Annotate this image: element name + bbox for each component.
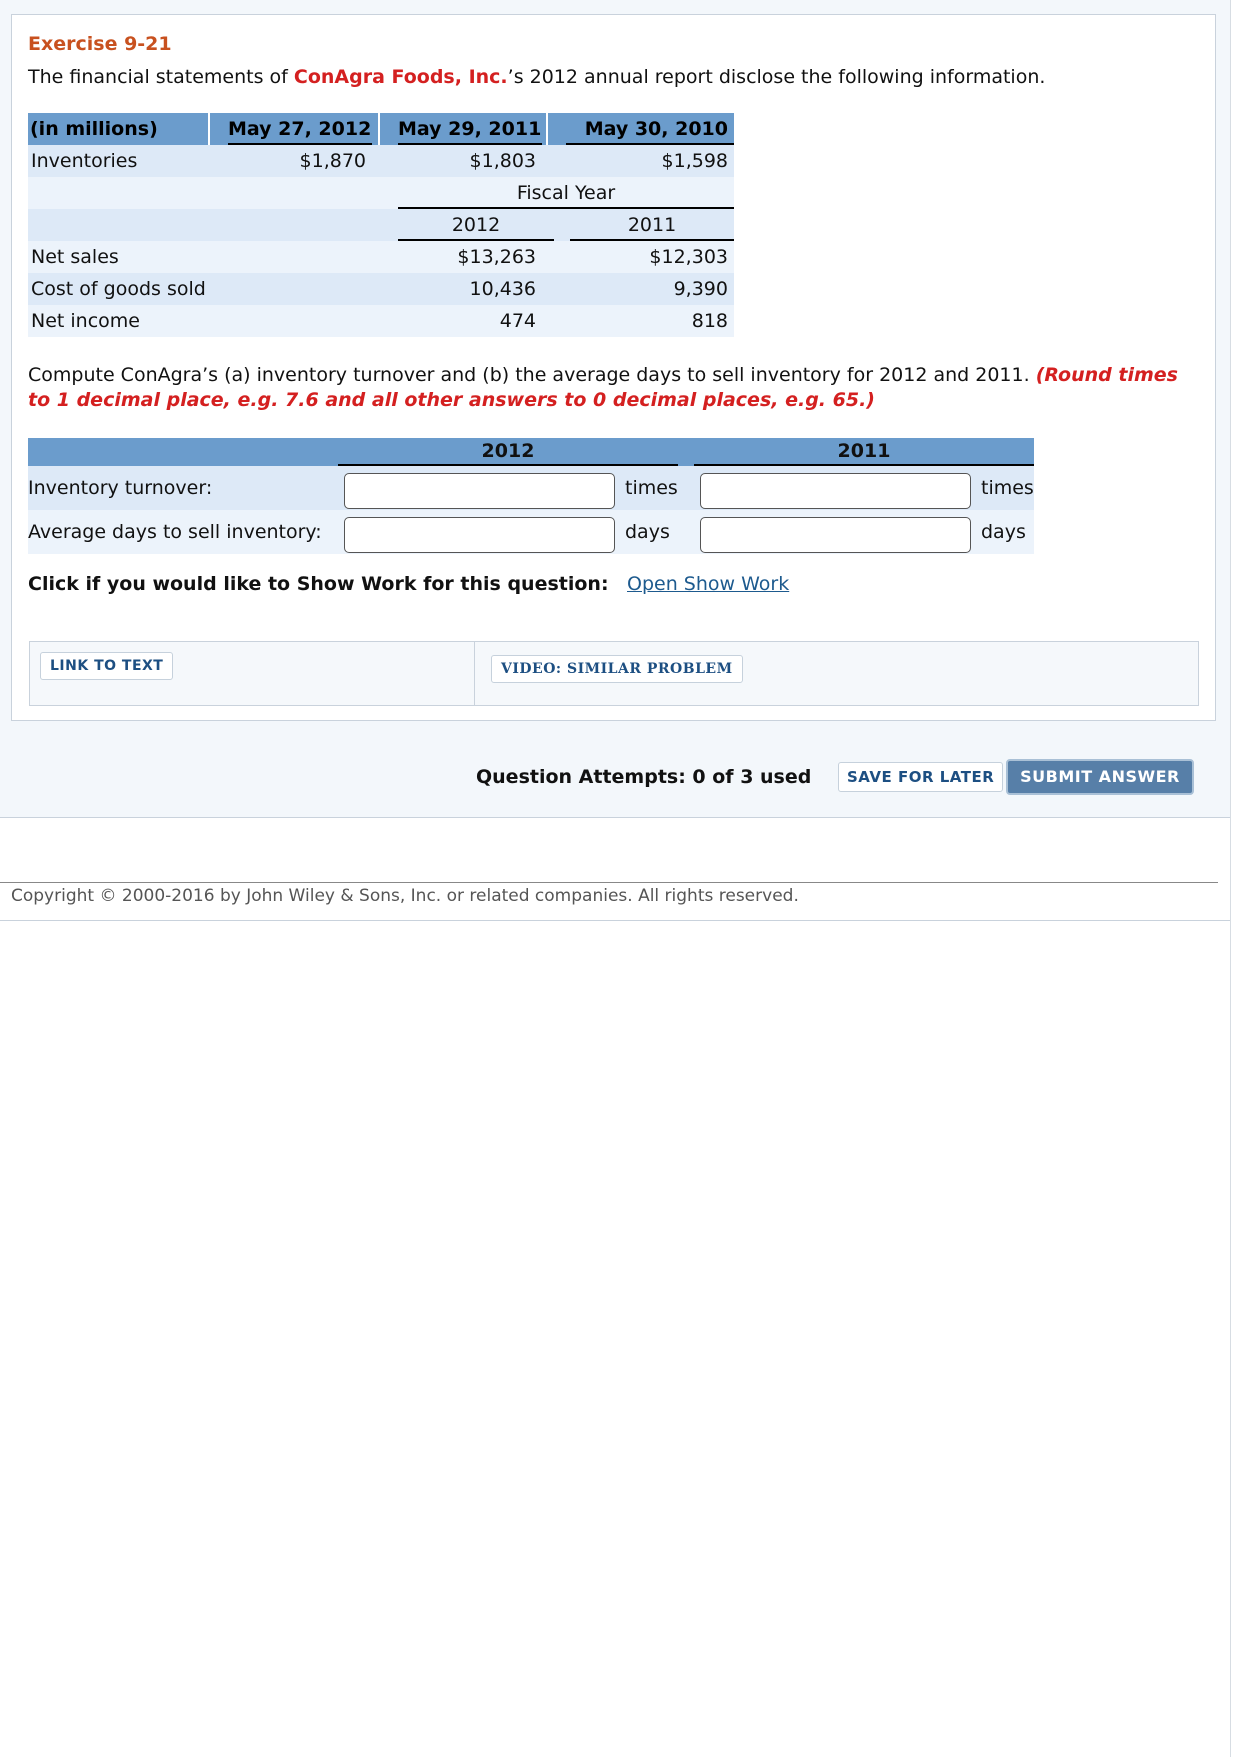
year-header: 2012 bbox=[338, 438, 678, 466]
row-label: Cost of goods sold bbox=[31, 278, 206, 300]
copyright: Copyright © 2000-2016 by John Wiley & Sons, Inc. or related companies. All rights reserved. bbox=[11, 886, 799, 906]
year-header: 2012 bbox=[398, 209, 554, 241]
intro-text-end: ’s 2012 annual report disclose the following information. bbox=[507, 66, 1046, 88]
date-header: May 27, 2012 bbox=[228, 113, 372, 145]
table-row bbox=[28, 273, 734, 305]
cell-value: $13,263 bbox=[457, 246, 536, 268]
table-row bbox=[28, 209, 734, 241]
resources-bar bbox=[29, 641, 1199, 706]
header-separator bbox=[208, 113, 210, 145]
question-attempts: Question Attempts: 0 of 3 used bbox=[476, 766, 812, 788]
unit-header: (in millions) bbox=[30, 118, 158, 140]
answer-table bbox=[28, 438, 1034, 554]
table-row bbox=[28, 305, 734, 337]
days-to-sell-2011-input[interactable] bbox=[700, 517, 971, 553]
cell-value: $1,598 bbox=[661, 150, 728, 172]
unit-label: days bbox=[981, 521, 1026, 543]
row-label: Net income bbox=[31, 310, 140, 332]
copyright-divider bbox=[0, 882, 1218, 883]
footer-divider bbox=[0, 920, 1230, 921]
financial-data-table bbox=[28, 113, 734, 337]
show-work-prompt: Click if you would like to Show Work for this question: bbox=[28, 573, 609, 595]
table-row bbox=[28, 241, 734, 273]
cell-value: 10,436 bbox=[469, 278, 536, 300]
cell-value: 818 bbox=[691, 310, 728, 332]
question-text bbox=[28, 363, 1198, 413]
resources-divider bbox=[474, 642, 475, 705]
header-separator bbox=[378, 113, 380, 145]
unit-label: times bbox=[625, 477, 678, 499]
date-header: May 29, 2011 bbox=[398, 113, 542, 145]
cell-value: 474 bbox=[499, 310, 536, 332]
year-header: 2011 bbox=[694, 438, 1034, 466]
intro-text-start: The financial statements of bbox=[28, 66, 294, 88]
cell-value: $1,803 bbox=[469, 150, 536, 172]
answer-row bbox=[28, 510, 1034, 554]
exercise-title: Exercise 9-21 bbox=[28, 33, 172, 55]
page-edge bbox=[1230, 0, 1231, 1757]
submit-answer-button[interactable]: SUBMIT ANSWER bbox=[1006, 759, 1194, 795]
table-row bbox=[28, 177, 734, 209]
row-label: Inventories bbox=[31, 150, 138, 172]
row-label: Net sales bbox=[31, 246, 119, 268]
link-to-text-button[interactable]: LINK TO TEXT bbox=[40, 652, 173, 680]
year-header: 2011 bbox=[570, 209, 734, 241]
date-header: May 30, 2010 bbox=[566, 113, 734, 145]
header-separator bbox=[546, 113, 548, 145]
cell-value: $12,303 bbox=[649, 246, 728, 268]
save-for-later-button[interactable]: SAVE FOR LATER bbox=[838, 762, 1003, 792]
answer-row bbox=[28, 466, 1034, 510]
unit-label: days bbox=[625, 521, 670, 543]
rounding-instruction: (Round times to 1 decimal place, e.g. 7.6 and all other answers to 0 decimal places, e.g. 65.) bbox=[28, 364, 1178, 411]
table-header-row bbox=[28, 113, 734, 145]
open-show-work-link[interactable]: Open Show Work bbox=[627, 573, 790, 595]
answer-header-row bbox=[28, 438, 1034, 466]
exercise-intro bbox=[28, 66, 1045, 88]
days-to-sell-2012-input[interactable] bbox=[344, 517, 615, 553]
unit-label: times bbox=[981, 477, 1034, 499]
inventory-turnover-2012-input[interactable] bbox=[344, 473, 615, 509]
company-name: ConAgra Foods, Inc. bbox=[293, 66, 508, 88]
answer-label: Average days to sell inventory: bbox=[28, 521, 322, 543]
answer-label: Inventory turnover: bbox=[28, 477, 213, 499]
inventory-turnover-2011-input[interactable] bbox=[700, 473, 971, 509]
video-similar-problem-button[interactable]: VIDEO: SIMILAR PROBLEM bbox=[491, 655, 743, 683]
cell-value: 9,390 bbox=[673, 278, 728, 300]
fiscal-year-header: Fiscal Year bbox=[398, 177, 734, 209]
cell-value: $1,870 bbox=[299, 150, 366, 172]
table-row bbox=[28, 145, 734, 177]
question-body: Compute ConAgra’s (a) inventory turnover and (b) the average days to sell inventory for 2012 and 2011. bbox=[28, 364, 1036, 386]
